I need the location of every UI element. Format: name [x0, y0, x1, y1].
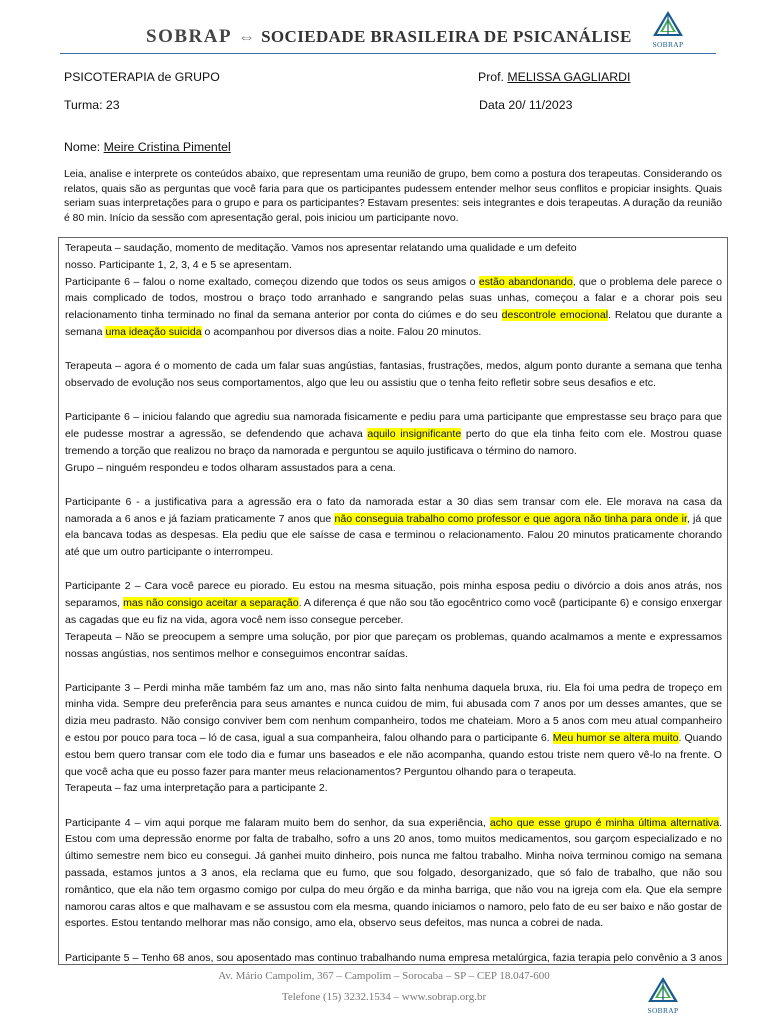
footer-address: Av. Mário Campolim, 367 – Campolim – Sorocaba – SP – CEP 18.047-600	[218, 970, 550, 982]
highlight: mas não consigo aceitar a separação	[123, 597, 299, 610]
professor-name: MELISSA GAGLIARDI	[507, 70, 631, 84]
transcript-paragraph: Terapeuta – saudação, momento de meditação. Vamos nos apresentar relatando uma qualidade e um defeito nosso. Participante 1, 2, 3, 4 e 5 se apresentam.	[65, 242, 577, 271]
transcript-paragraph: Terapeuta – agora é o momento de cada um falar suas angústias, fantasias, frustrações, medos, algum ponto durante a semana que tenha observado de evolução nos seus comportamentos, algo que leu ou assistiu que o tenha feito refletir sobre seus desafios e etc.	[65, 360, 722, 389]
brand-name: SOBRAP	[146, 26, 233, 47]
transcript-paragraph: Participante 6 – iniciou falando que agrediu sua namorada fisicamente e pediu para uma participante que emprestasse seu braço para que ele pudesse mostrar a agressão, se defendendo que achava aquilo insignificante perto do que ela tinha feito com ele. Mostrou quase tremendo a torção que realizou no braço da namorada e perguntou se aquilo justificava o término do namoro.	[65, 411, 722, 457]
highlight: acho que esse grupo é minha última alternativa	[489, 816, 720, 829]
highlight: aquilo insignificante	[367, 427, 462, 440]
course-title: PSICOTERAPIA de GRUPO	[64, 70, 220, 84]
header-rule	[60, 53, 716, 54]
highlight: uma ideação suicida	[105, 325, 202, 338]
logo-label: SOBRAP	[652, 40, 684, 49]
transcript-paragraph: Participante 5 – Tenho 68 anos, sou aposentado mas continuo trabalhando numa empresa metalúrgica, fazia terapia pelo convênio a 3 anos	[65, 951, 722, 964]
pyramid-logo-icon	[647, 976, 679, 1006]
header-title	[146, 26, 632, 48]
session-transcript-box	[58, 237, 728, 965]
page-header	[0, 0, 768, 58]
logo-label: SOBRAP	[647, 1006, 679, 1015]
transcript-paragraph: Participante 3 – Perdi minha mãe também faz um ano, mas não sinto falta nenhuma daquela bruxa, riu. Ela foi uma pedra de tropeço em minha vida. Sempre deu preferência para seus amantes e nunca cuidou de mim, fui abusada com 7 anos por um desses amantes, que se dizia meu padrasto. Não consigo conviver bem com nenhum companheiro, todos me chateiam. Moro a 5 anos com meu atual companheiro e estou por pouco para toca – ló de casa, igual a sua companheira, falou olhando para o participante 6. Meu humor se altera muito. Quando estou bem quero transar com ele todo dia e fumar uns baseados e ele não acompanha, quando estou triste nem quero vê-lo na frente. O que você acha que eu posso fazer para manter meus relacionamentos? Perguntou olhando para o terapeuta.	[65, 681, 722, 778]
name-label: Nome:	[64, 140, 101, 154]
sobrap-logo-top	[646, 10, 690, 54]
header-separator: ⇔	[238, 27, 256, 46]
transcript-paragraph: Participante 4 – vim aqui porque me falaram muito bem do senhor, da sua experiência, acho que esse grupo é minha última alternativa. Estou com uma depressão enorme por falta de trabalho, sofro a uns 20 anos, tomo muitos medicamentos, sou garçom especializado e no último semestre nem bico eu consegui. Já ganhei muito dinheiro, pois nunca me faltou trabalho. Minha noiva terminou comigo na semana passada, estamos juntos a 3 anos, ela reclama que eu fumo, que sou folgado, desorganizado, que só falo de trabalho, que não sou romântico, que ela não tem orgasmo comigo por culpa do meu órgão e da minha barriga, que não vou na igreja com ela. Que ela sempre namorou caras altos e que malhavam e se assustou com ela mesma, quando iniciamos o namoro, pelo fato de eu ser baixo e não gostar de esportes. Estou tentando melhorar mas não consigo, amo ela, observo seus defeitos, mas nunca a cobrei de nada.	[65, 816, 723, 930]
highlight: descontrole emocional	[501, 309, 609, 322]
footer-contact: Telefone (15) 3232.1534 – www.sobrap.org.br	[281, 991, 487, 1003]
transcript-paragraph: Participante 6 – falou o nome exaltado, começou dizendo que todos os seus amigos o estão abandonando, que o problema dele parece o mais complicado de todos, mostrou o braço todo arranhado e sangrando pelas suas unhas, começou a falar e a chorar pois seu relacionamento tinha terminado no final da semana anterior por conta do ciúmes e do seu descontrole emocional. Relatou que durante a semana uma ideação suicida o acompanhou por diversos dias a noite. Falou 20 minutos.	[65, 275, 723, 338]
student-name: Meire Cristina Pimentel	[103, 140, 231, 154]
instructions-paragraph: Leia, analise e interprete os conteúdos abaixo, que representam uma reunião de grupo, bem como a postura dos terapeutas. Considerando os relatos, quais são as perguntas que você faria para que os participantes pudessem entender melhor seus conflitos e propiciar insights. Quais seriam suas interpretações para o grupo e para os participantes? Estavam presentes: seis integrantes e dois terapeutas. A duração da reunião é 80 min. Início da sessão com apresentação geral, pois iniciou um participante novo.	[64, 169, 722, 224]
transcript-paragraph: Terapeuta – Não se preocupem a sempre uma solução, por pior que pareçam os problemas, quando acalmamos a mente e expressamos nossas angústias, nos sentimos melhor e conseguimos encontrar saídas.	[65, 630, 722, 660]
highlight: estão abandonando	[478, 275, 573, 288]
transcript-paragraph: Participante 2 – Cara você parece eu piorado. Eu estou na mesma situação, pois minha esposa pediu o divórcio a dois anos atrás, nos separamos, mas não consigo aceitar a separação. A diferença é que não sou tão egocêntrico como você (participante 6) e consigo enxergar as cagadas que eu fiz na vida, agora você nem isso consegue perceber.	[65, 580, 722, 626]
professor-line	[478, 70, 630, 84]
professor-label: Prof.	[478, 70, 504, 84]
student-name-line	[64, 140, 231, 154]
organization-name: SOCIEDADE BRASILEIRA DE PSICANÁLISE	[261, 27, 632, 46]
date-field: Data 20/ 11/2023	[479, 98, 573, 112]
highlight: Meu humor se altera muito	[552, 732, 679, 745]
transcript-paragraph: Grupo – ninguém respondeu e todos olharam assustados para a cena.	[65, 461, 396, 474]
class-number: Turma: 23	[64, 98, 120, 112]
transcript-paragraph: Terapeuta – faz uma interpretação para a participante 2.	[65, 782, 328, 795]
pyramid-logo-icon	[652, 10, 684, 40]
highlight: não conseguia trabalho como professor e que agora não tinha para onde ir	[334, 512, 687, 525]
sobrap-logo-bottom	[641, 976, 685, 1020]
transcript-paragraph: Participante 6 - a justificativa para a agressão era o fato da namorada estar a 30 dias sem transar com ele. Ele morava na casa da namorada a 6 anos e já faziam praticamente 7 anos que não conseguia trabalho como professor e que agora não tinha para onde ir, já que ela bancava todas as despesas. Ela pediu que ele saísse de casa e terminou o relacionamento. Falou 20 minutos praticamente chorando até que um outro participante o interrompeu.	[65, 495, 722, 559]
